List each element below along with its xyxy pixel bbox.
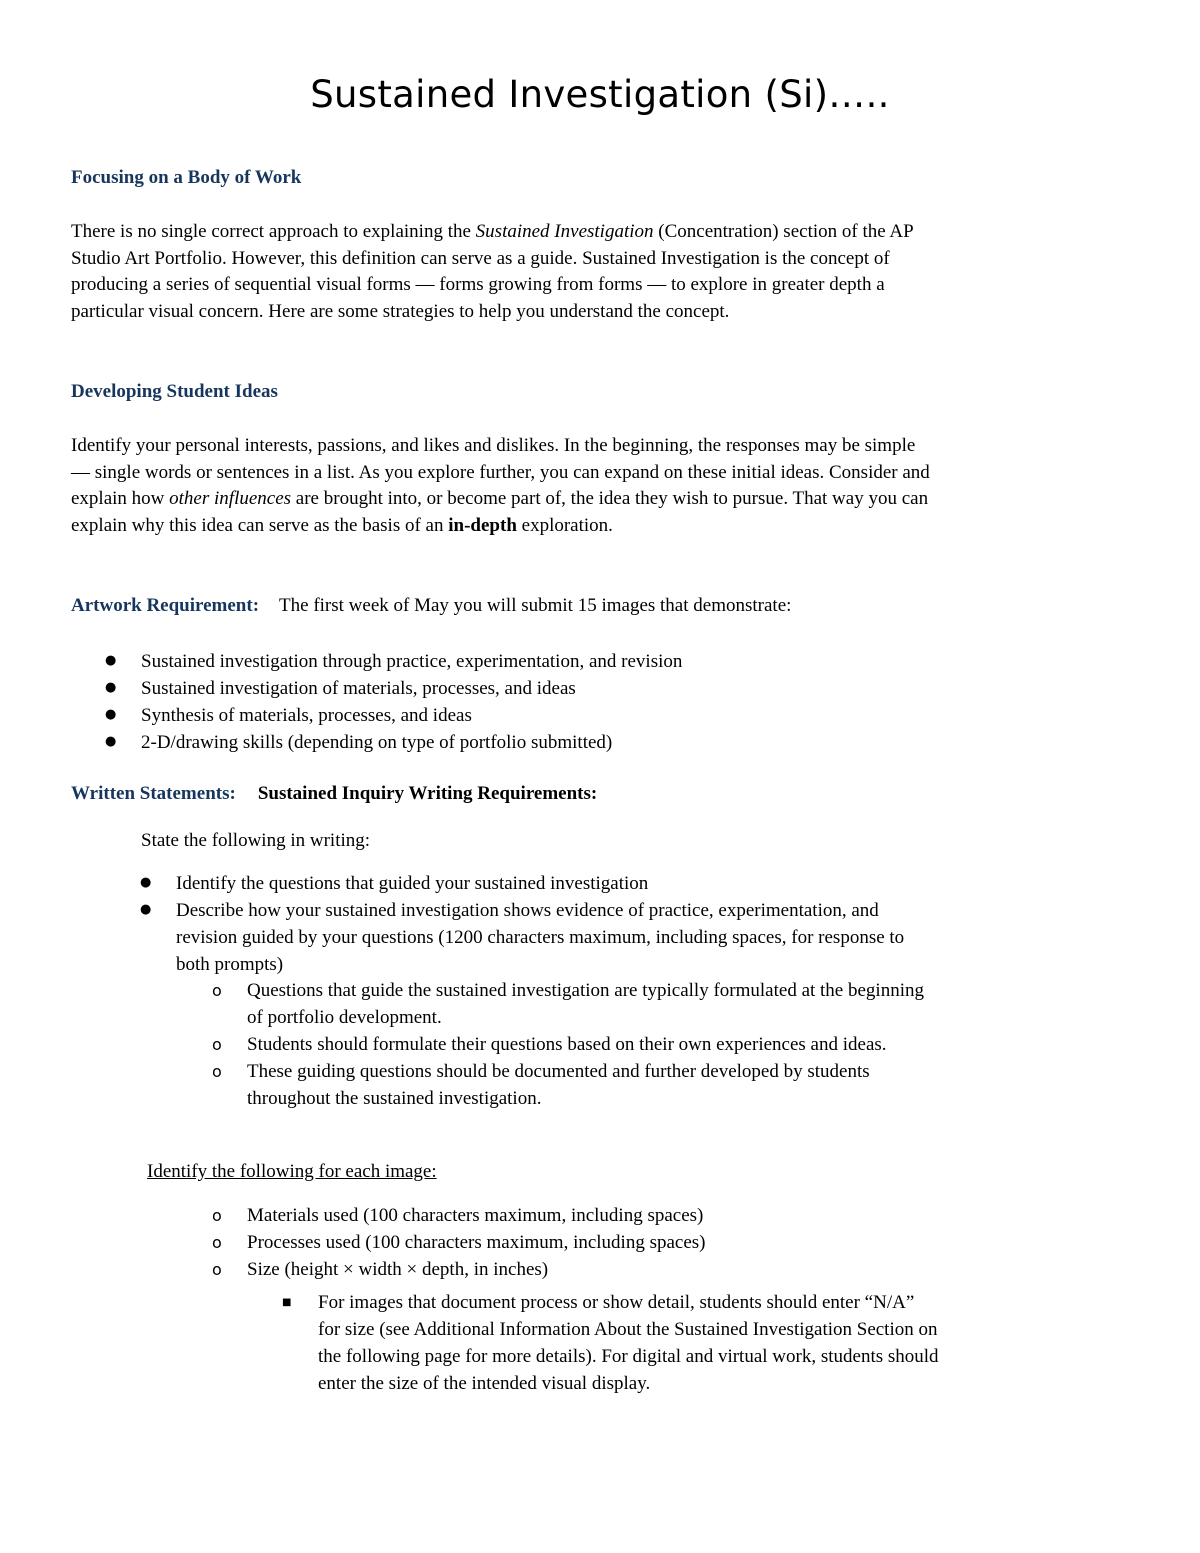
image-info-sub-list [71,1202,941,1283]
italic-term: Sustained Investigation [475,221,654,242]
list-item [71,1229,941,1256]
italic-term: other influences [169,488,292,510]
heading-written-statements: Written Statements: [71,783,236,804]
list-item-text: Identify the questions that guided your sustained investigation [176,873,649,894]
subheading-writing-requirements: Sustained Inquiry Writing Requirements: [257,783,598,804]
list-item-text: Synthesis of materials, processes, and ideas [141,705,472,726]
list-item [71,1058,931,1112]
artwork-bullet-list [71,648,941,756]
state-following-line: State the following in writing: [141,830,371,851]
question-sub-list [71,977,931,1112]
list-item-text: Students should formulate their questions based on their own experiences and ideas. [247,1034,887,1055]
text: are brought into, or become part of, the idea they wish to pursue. That way you can explain why this idea can serve as the basis of an [71,488,929,536]
list-item-text: Describe how your sustained investigation shows evidence of practice, experimentation, and revision guided by your questions (1200 characters maximum, including spaces, for response to both prompts) [176,900,905,975]
paragraph-developing-ideas [71,433,933,539]
list-item-text: Materials used (100 characters maximum, including spaces) [247,1205,704,1226]
list-item-text: These guiding questions should be documented and further developed by students throughout the sustained investigation. [247,1061,870,1109]
heading-body-of-work: Focusing on a Body of Work [71,167,302,188]
list-item [71,897,906,978]
list-item [71,1031,931,1058]
list-item-text: Sustained investigation of materials, processes, and ideas [141,678,576,699]
text: Identify your personal interests, passions, and likes and dislikes. In the beginning, the responses may be simple — single words or sentences in a list. As you explore further, you can expand on these initial ideas. Consider and explain how [71,435,930,510]
text: exploration. [516,514,613,536]
list-item-text: Questions that guide the sustained investigation are typically formulated at the beginning of portfolio development. [247,980,924,1028]
bullet-icon: ● [105,734,117,749]
list-item-text: Size (height × width × depth, in inches) [247,1259,549,1280]
circle-bullet-icon: o [212,1206,222,1225]
circle-bullet-icon: o [212,1233,222,1252]
list-item-text: Sustained investigation through practice, experimentation, and revision [141,651,683,672]
circle-bullet-icon: o [212,1062,222,1081]
heading-artwork-requirement: Artwork Requirement: [71,595,260,616]
text: (Concentration) section of the AP Studio Art Portfolio. However, this definition can serve as a guide. Sustained Investigation is the concept of producing a series of sequential visual forms — forms growing from forms — to explore in greater depth a particular visual concern. Here are some strategies to help you understand the concept. [71,221,913,322]
list-item [71,648,941,675]
size-note-list [71,1289,941,1397]
bullet-icon: ● [105,680,117,695]
list-item [71,729,941,756]
page-title: Sustained Investigation (Si)….. [310,73,890,116]
list-item [71,675,941,702]
bullet-icon: ● [105,707,117,722]
circle-bullet-icon: o [212,1260,222,1279]
list-item [71,1256,941,1283]
identify-each-image-line: Identify the following for each image: [147,1161,437,1182]
bullet-icon: ● [105,653,117,668]
list-item-text: 2-D/drawing skills (depending on type of portfolio submitted) [141,732,613,753]
list-item [71,1289,941,1397]
square-bullet-icon: ■ [282,1297,292,1308]
list-item [71,702,941,729]
artwork-requirement-line [71,593,941,620]
paragraph-body-of-work [71,219,933,325]
artwork-intro: The first week of May you will submit 15 images that demonstrate: [279,595,792,616]
list-item [71,870,941,897]
circle-bullet-icon: o [212,981,222,1000]
circle-bullet-icon: o [212,1035,222,1054]
list-item-text: For images that document process or show detail, students should enter “N/A” for size (see Additional Information About the Sustained Investigation Section on the following page for more details). For digital and virtual work, students should enter the size of the intended visual display. [318,1292,939,1394]
list-item [71,977,931,1031]
bold-term: in-depth [448,514,517,536]
list-item-text: Processes used (100 characters maximum, including spaces) [247,1232,706,1253]
bullet-icon: ● [140,902,152,917]
written-statements-line [71,781,941,808]
heading-developing-ideas: Developing Student Ideas [71,381,278,402]
bullet-icon: ● [140,875,152,890]
writing-bullet-list [71,870,941,978]
list-item [71,1202,941,1229]
text: There is no single correct approach to explaining the [71,221,476,242]
